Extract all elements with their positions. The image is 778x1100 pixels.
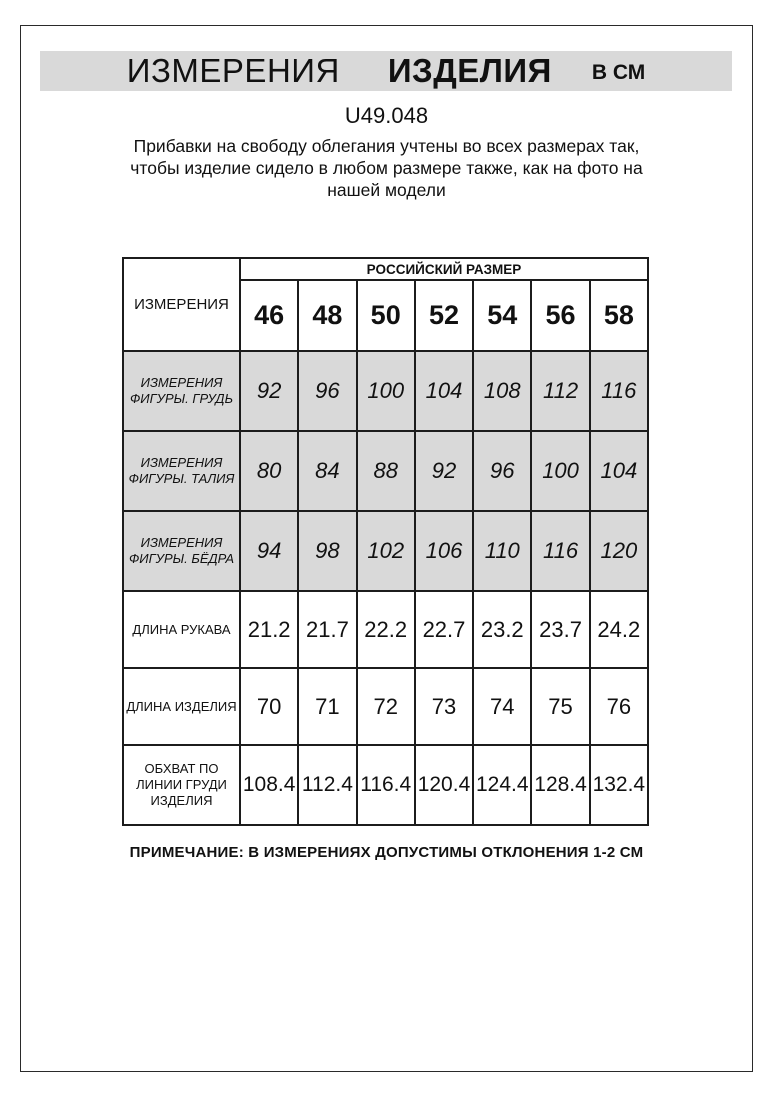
measurement-value: 80 <box>240 431 298 511</box>
row-label: ИЗМЕРЕНИЯ ФИГУРЫ. ТАЛИЯ <box>123 431 240 511</box>
measurement-value: 120.4 <box>415 745 473 825</box>
measurement-value: 92 <box>415 431 473 511</box>
measurement-value: 108.4 <box>240 745 298 825</box>
size-column-header: 58 <box>590 280 648 351</box>
measurement-value: 124.4 <box>473 745 531 825</box>
size-column-header: 48 <box>298 280 356 351</box>
russian-size-header: РОССИЙСКИЙ РАЗМЕР <box>240 258 648 280</box>
row-label: ИЗМЕРЕНИЯ ФИГУРЫ. ГРУДЬ <box>123 351 240 431</box>
tolerance-note: ПРИМЕЧАНИЕ: В ИЗМЕРЕНИЯХ ДОПУСТИМЫ ОТКЛОНЕНИЯ 1-2 СМ <box>129 844 644 861</box>
table-row <box>123 511 648 591</box>
table-row <box>123 351 648 431</box>
measurement-value: 24.2 <box>590 591 648 668</box>
measurement-value: 22.2 <box>357 591 415 668</box>
measurement-value: 112 <box>531 351 589 431</box>
measurement-value: 112.4 <box>298 745 356 825</box>
measurements-column-header: ИЗМЕРЕНИЯ <box>123 258 240 351</box>
measurement-value: 76 <box>590 668 648 745</box>
size-column-header: 54 <box>473 280 531 351</box>
table-row <box>123 591 648 668</box>
measurement-value: 102 <box>357 511 415 591</box>
table-row <box>123 431 648 511</box>
size-column-header: 56 <box>531 280 589 351</box>
title-product: ИЗДЕЛИЯ <box>387 52 552 89</box>
table-row <box>123 668 648 745</box>
description-line: нашей модели <box>327 180 446 200</box>
measurement-value: 22.7 <box>415 591 473 668</box>
title-units: В СМ <box>591 61 646 84</box>
measurement-value: 84 <box>298 431 356 511</box>
measurement-value: 116 <box>590 351 648 431</box>
description-line: чтобы изделие сидело в любом размере также, как на фото на <box>130 158 643 178</box>
measurement-value: 132.4 <box>590 745 648 825</box>
measurement-value: 74 <box>473 668 531 745</box>
measurement-value: 72 <box>357 668 415 745</box>
measurement-value: 96 <box>473 431 531 511</box>
row-label: ДЛИНА ИЗДЕЛИЯ <box>123 668 240 745</box>
size-column-header: 46 <box>240 280 298 351</box>
measurement-value: 108 <box>473 351 531 431</box>
measurement-value: 21.7 <box>298 591 356 668</box>
size-table-body <box>123 351 648 825</box>
description-text <box>21 135 752 201</box>
measurement-value: 75 <box>531 668 589 745</box>
product-code: U49.048 <box>344 103 429 128</box>
table-row <box>123 745 648 825</box>
measurement-value: 116 <box>531 511 589 591</box>
measurement-value: 104 <box>590 431 648 511</box>
measurement-value: 98 <box>298 511 356 591</box>
size-column-header: 50 <box>357 280 415 351</box>
measurement-value: 100 <box>531 431 589 511</box>
measurement-value: 21.2 <box>240 591 298 668</box>
measurement-value: 120 <box>590 511 648 591</box>
measurement-value: 71 <box>298 668 356 745</box>
title-bar <box>40 51 732 91</box>
page-border-frame <box>20 25 753 1072</box>
measurement-value: 88 <box>357 431 415 511</box>
measurement-value: 128.4 <box>531 745 589 825</box>
measurement-value: 73 <box>415 668 473 745</box>
description-line: Прибавки на свободу облегания учтены во всех размерах так, <box>133 136 640 156</box>
row-label: ОБХВАТ ПО ЛИНИИ ГРУДИ ИЗДЕЛИЯ <box>123 745 240 825</box>
measurement-value: 106 <box>415 511 473 591</box>
size-table <box>122 257 649 826</box>
measurement-value: 70 <box>240 668 298 745</box>
measurement-value: 110 <box>473 511 531 591</box>
measurement-value: 96 <box>298 351 356 431</box>
measurement-value: 92 <box>240 351 298 431</box>
measurement-value: 94 <box>240 511 298 591</box>
measurement-value: 23.7 <box>531 591 589 668</box>
measurement-value: 23.2 <box>473 591 531 668</box>
group-header-row <box>123 258 648 280</box>
size-column-header: 52 <box>415 280 473 351</box>
measurement-value: 116.4 <box>357 745 415 825</box>
row-label: ИЗМЕРЕНИЯ ФИГУРЫ. БЁДРА <box>123 511 240 591</box>
title-measurements: ИЗМЕРЕНИЯ <box>126 52 340 89</box>
measurement-value: 100 <box>357 351 415 431</box>
row-label: ДЛИНА РУКАВА <box>123 591 240 668</box>
measurement-value: 104 <box>415 351 473 431</box>
